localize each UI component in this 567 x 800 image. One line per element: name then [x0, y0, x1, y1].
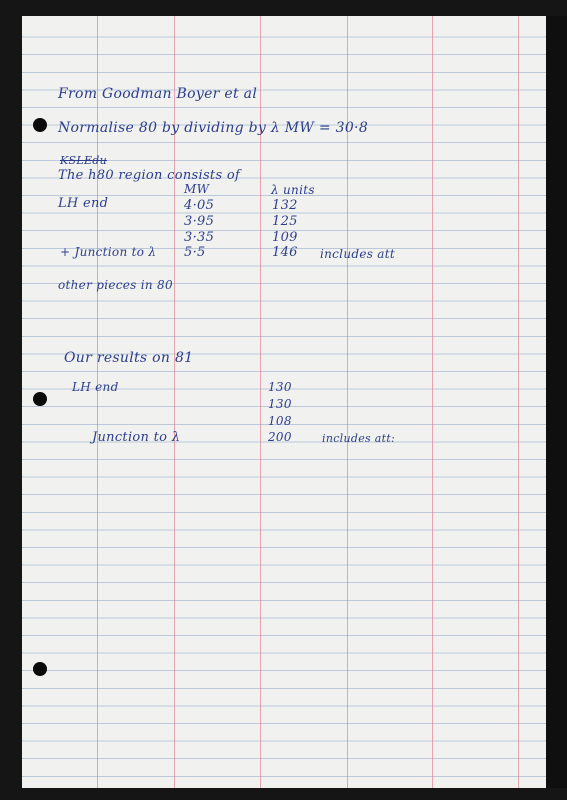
row-mw: 4·05: [184, 198, 215, 213]
crossed-out-word: KSLEdu: [60, 154, 108, 167]
row-units: 146: [272, 245, 298, 260]
normalise-line: Normalise 80 by dividing by λ MW = 30·8: [58, 120, 369, 136]
title-line: From Goodman Boyer et al: [58, 86, 258, 102]
row-label: Junction to λ: [92, 430, 181, 445]
row-units: 108: [268, 414, 292, 428]
row-units: 125: [272, 214, 298, 229]
row-units: 130: [268, 380, 292, 394]
header-units: λ units: [271, 183, 315, 197]
scan-edge: [546, 16, 567, 788]
our-results-line: Our results on 81: [64, 350, 194, 366]
row-label: LH end: [72, 380, 119, 394]
column-rule: [432, 16, 433, 788]
row-units: 109: [272, 230, 298, 245]
punch-hole: [33, 118, 47, 132]
row-units: 130: [268, 397, 292, 411]
column-rule: [518, 16, 519, 788]
punch-hole: [33, 392, 47, 406]
row-label: + Junction to λ: [60, 245, 157, 259]
row-mw: 3·35: [184, 230, 215, 245]
punch-hole: [33, 662, 47, 676]
row-units: 132: [272, 198, 298, 213]
notebook-page: [22, 16, 546, 788]
row-label: LH end: [58, 196, 109, 211]
row-note: includes att: [320, 247, 396, 261]
row-mw: 3·95: [184, 214, 215, 229]
regions-intro: The h80 region consists of: [58, 168, 241, 183]
row-note: includes att:: [322, 432, 396, 445]
header-mw: MW: [184, 182, 210, 196]
row-units: 200: [268, 430, 292, 444]
row-mw: 5·5: [184, 245, 206, 260]
other-pieces-line: other pieces in 80: [58, 278, 173, 292]
